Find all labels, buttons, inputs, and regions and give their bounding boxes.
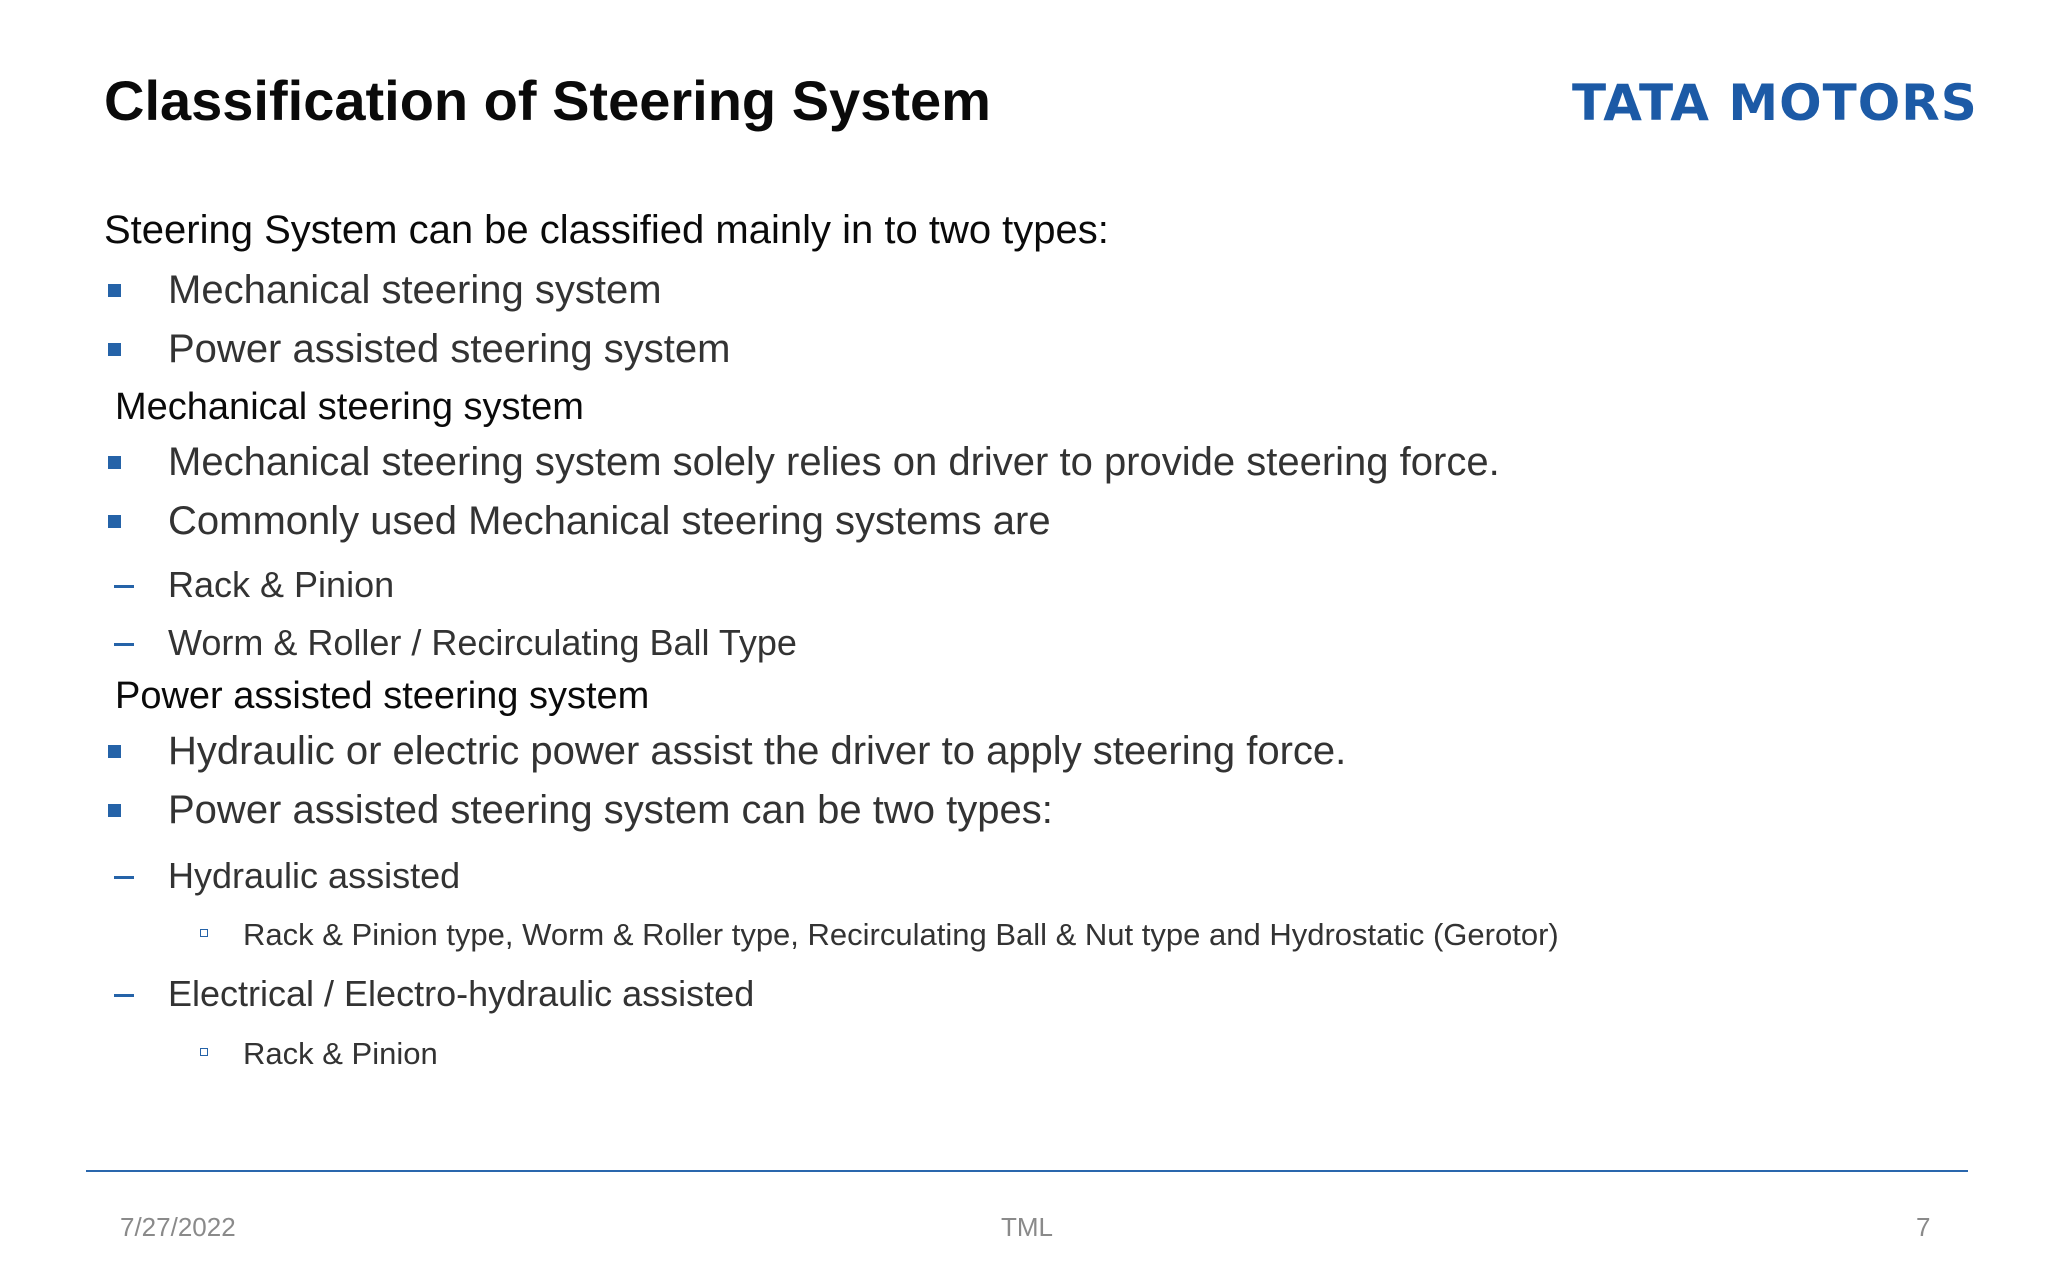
- list-item-text: Commonly used Mechanical steering systems are: [168, 499, 1051, 543]
- hollow-square-bullet-icon: [200, 1048, 208, 1056]
- sub-list-item-text: Worm & Roller / Recirculating Ball Type: [168, 622, 797, 663]
- section-heading-mechanical: Mechanical steering system: [115, 386, 584, 428]
- list-item-text: Mechanical steering system: [168, 268, 662, 312]
- slide-title: Classification of Steering System: [104, 69, 991, 132]
- list-item-text: Power assisted steering system: [168, 327, 731, 371]
- list-item-text: Power assisted steering system can be two types:: [168, 788, 1053, 832]
- square-bullet-icon: [108, 456, 121, 469]
- sub-list-item-text: Rack & Pinion: [168, 564, 395, 605]
- dash-bullet-icon: [114, 643, 134, 646]
- footer-divider: [86, 1170, 1968, 1172]
- dash-bullet-icon: [114, 994, 134, 997]
- footer-center-label: TML: [1001, 1212, 1053, 1242]
- square-bullet-icon: [108, 515, 121, 528]
- section-heading-power: Power assisted steering system: [115, 675, 650, 717]
- square-bullet-icon: [108, 804, 121, 817]
- tata-motors-logo: TATA MOTORS: [1572, 74, 1978, 132]
- intro-text: Steering System can be classified mainly in to two types:: [104, 208, 1109, 252]
- square-bullet-icon: [108, 284, 121, 297]
- sub-list-item-text: Electrical / Electro-hydraulic assisted: [168, 973, 755, 1014]
- square-bullet-icon: [108, 745, 121, 758]
- dash-bullet-icon: [114, 585, 134, 588]
- hollow-square-bullet-icon: [200, 929, 208, 937]
- page-number: 7: [1916, 1212, 1931, 1242]
- square-bullet-icon: [108, 343, 121, 356]
- list-item-text: Hydraulic or electric power assist the driver to apply steering force.: [168, 729, 1347, 773]
- dash-bullet-icon: [114, 876, 134, 879]
- detail-item-text: Rack & Pinion type, Worm & Roller type, Recirculating Ball & Nut type and Hydrostatic (Gerotor): [243, 917, 1559, 952]
- detail-item-text: Rack & Pinion: [243, 1036, 438, 1071]
- list-item-text: Mechanical steering system solely relies on driver to provide steering force.: [168, 440, 1500, 484]
- sub-list-item-text: Hydraulic assisted: [168, 855, 461, 896]
- footer-date: 7/27/2022: [120, 1212, 236, 1242]
